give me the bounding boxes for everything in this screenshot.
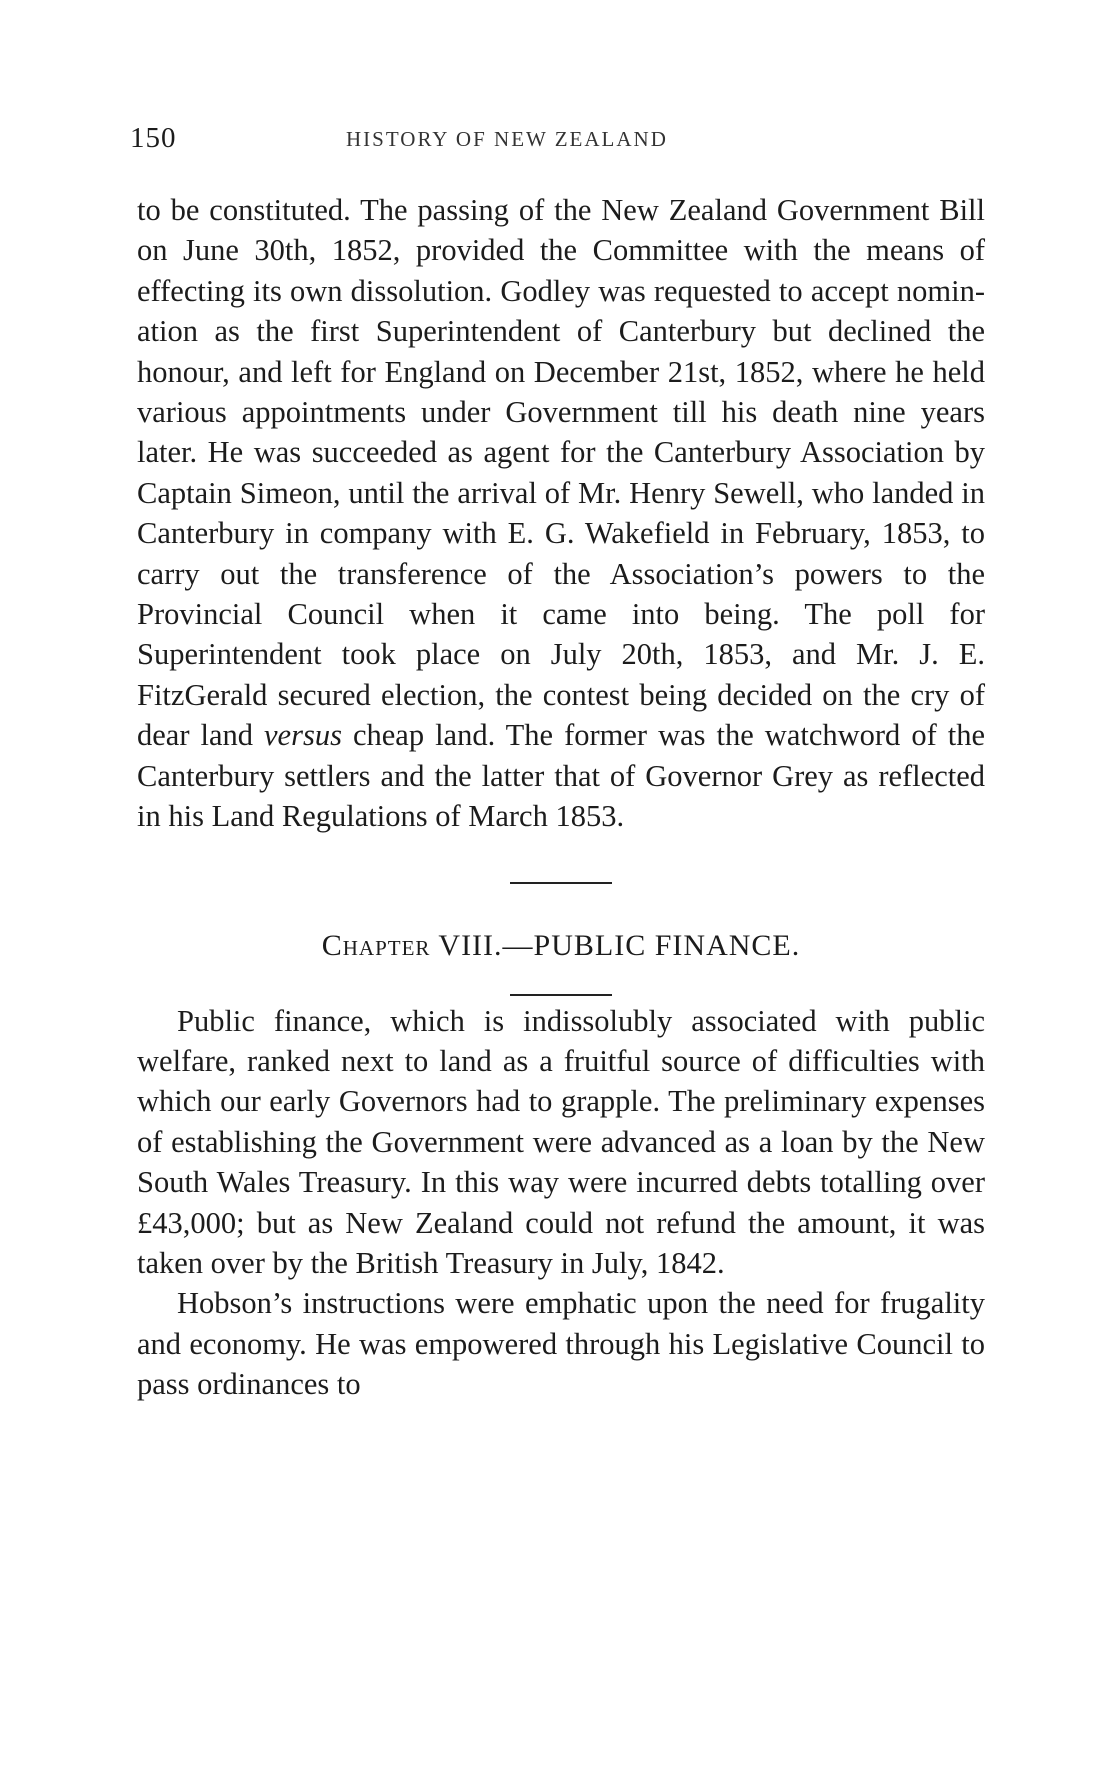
page-body xyxy=(137,190,985,1405)
chapter-title: VIII.—PUBLIC FINANCE. xyxy=(438,928,801,962)
paragraph-text: to be constituted. The passing of the New Zealand Government Bill on June 30th, 1852, provided the Committee with the means of effecting its own dissolution. Godley was requested to accept nomination as the first Superintendent of Canterbury but declined the honour, and left for England on December 21st, 1852, where he held various appointments under Government till his death nine years later. He was succeeded as agent for the Canterbury Association by Captain Simeon, until the arrival of Mr. Henry Sewell, who landed in Canterbury in company with E. G. Wakefield in February, 1853, to carry out the transference of the Association’s powers to the Provincial Council when it came into being. The poll for Superintendent took place on July 20th, 1853, and Mr. J. E. FitzGerald secured election, the contest being decided on the cry of dear land xyxy=(137,193,985,753)
paragraph-hobson-instructions: Hobson’s instructions were emphatic upon the need for frugality and economy. He was empowered through his Legislative Council to pass ordinances to xyxy=(137,1286,985,1402)
paragraph-continued xyxy=(137,190,985,837)
chapter-label: Chapter xyxy=(321,928,431,962)
running-head xyxy=(130,122,990,152)
paragraph-text: cheap land. The former was the watchword of the Canterbury settlers and the latter that of Governor Grey as reflected in his Land Regulations of March 1853. xyxy=(137,718,985,834)
chapter-heading xyxy=(137,926,985,966)
section-divider-rule xyxy=(510,882,612,884)
page-number: 150 xyxy=(130,122,177,154)
section-divider-rule xyxy=(510,994,612,996)
running-title: HISTORY OF NEW ZEALAND xyxy=(346,127,668,151)
italic-word: versus xyxy=(264,718,342,753)
paragraph-public-finance: Public finance, which is indissolubly associated with public welfare, ranked next to land as a fruitful source of difficulties with which our early Governors had to grapple. The preliminary expenses of establishing the Government were advanced as a loan by the New South Wales Treasury. In this way were incurred debts totalling over £43,000; but as New Zealand could not refund the amount, it was taken over by the British Treasury in July, 1842. xyxy=(137,1003,985,1280)
